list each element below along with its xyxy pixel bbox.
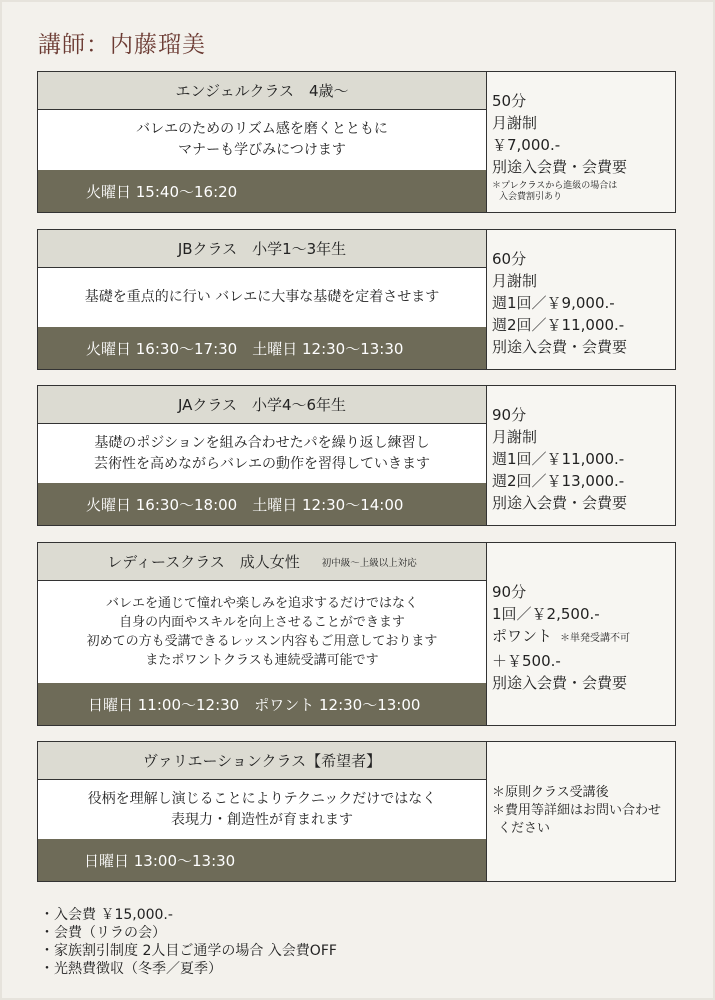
class-info: [486, 72, 675, 212]
discount-note: 入会費割引あり: [499, 192, 563, 202]
info-line: [492, 625, 675, 650]
info-line: 別途入会費・会費要: [492, 158, 628, 176]
footer-notes: [40, 906, 337, 978]
description-line: 表現力・創造性が育まれます: [171, 811, 353, 828]
class-name: JAクラス 小学4〜6年生: [177, 396, 347, 414]
info-line: ＊費用等詳細はお問い合わせ: [492, 803, 662, 818]
class-main: [38, 543, 486, 725]
footer-item: ・光熱費徴収（冬季／夏季）: [40, 961, 222, 977]
class-block-variation: [37, 741, 676, 882]
level-note: 初中級〜上級以上対応: [321, 557, 417, 569]
class-description: [38, 268, 486, 328]
class-block-ladies: [37, 542, 676, 726]
class-block-jb: [37, 229, 676, 370]
class-block-ja: [37, 385, 676, 526]
description-line: マナーも学びみにつけます: [178, 142, 346, 158]
class-header: [38, 230, 486, 268]
description-line: バレエを通じて憧れや楽しみを追求するだけではなく: [105, 596, 418, 611]
class-header: [38, 543, 486, 581]
class-main: [38, 386, 486, 525]
info-line: 週1回／￥11,000.-: [492, 450, 625, 468]
discount-note: ＊プレクラスから進級の場合は: [492, 181, 618, 191]
schedule-text: 火曜日 16:30〜18:00 土曜日 12:30〜14:00: [86, 495, 404, 514]
class-block-angel: [37, 71, 676, 213]
class-header: [38, 386, 486, 424]
description-line: またポワントクラスも連続受講可能です: [145, 653, 379, 668]
class-schedule: [38, 839, 532, 881]
class-main: [38, 230, 486, 369]
class-header: [38, 742, 486, 780]
class-description: [38, 780, 486, 840]
class-info: [486, 543, 675, 725]
pointe-label: ポワント: [492, 627, 553, 645]
info-line: 月謝制: [492, 114, 538, 132]
info-line: 90分: [492, 406, 527, 424]
info-line: ￥7,000.-: [492, 136, 561, 154]
info-line: 別途入会費・会費要: [492, 674, 628, 692]
description-line: 芸術性を高めながらバレエの動作を習得していきます: [94, 455, 430, 472]
class-info: [486, 230, 675, 369]
info-line: 別途入会費・会費要: [492, 494, 628, 512]
class-description: [38, 581, 486, 684]
description-line: 役柄を理解し演じることによりテクニックだけではなく: [87, 790, 437, 807]
info-line: 月謝制: [492, 428, 538, 446]
description-line: バレエのためのリズム感を磨くとともに: [136, 121, 388, 137]
class-name: レディースクラス 成人女性: [107, 553, 300, 571]
info-line: ＊原則クラス受講後: [492, 785, 609, 800]
footer-item: ・会費（リラの会）: [40, 925, 166, 941]
schedule-text: 日曜日 11:00〜12:30 ポワント 12:30〜13:00: [88, 695, 421, 714]
description-line: 初めての方も受講できるレッスン内容もご用意しております: [86, 634, 438, 649]
class-main: [38, 742, 486, 881]
class-header: [38, 72, 486, 110]
class-info: [486, 386, 675, 525]
info-line: 50分: [492, 92, 527, 110]
class-schedule: [38, 170, 534, 212]
footer-item: ・家族割引制度 2人目ご通学の場合 入会費OFF: [40, 943, 337, 959]
class-description: [38, 110, 486, 171]
info-line: ください: [498, 821, 551, 836]
class-schedule: [38, 327, 534, 369]
info-line: 月謝制: [492, 272, 538, 290]
info-line: 週2回／￥11,000.-: [492, 316, 625, 334]
info-line: 90分: [492, 583, 527, 601]
class-main: [38, 72, 486, 212]
info-line: 1回／￥2,500.-: [492, 605, 600, 623]
schedule-text: 火曜日 16:30〜17:30 土曜日 12:30〜13:30: [86, 339, 404, 358]
class-name: JBクラス 小学1〜3年生: [177, 240, 347, 258]
class-name: ヴァリエーションクラス【希望者】: [142, 752, 382, 770]
pointe-note: ＊単発受講不可: [560, 633, 631, 644]
schedule-text: 火曜日 15:40〜16:20: [86, 182, 238, 201]
info-line: 別途入会費・会費要: [492, 338, 628, 356]
class-name: エンジェルクラス 4歳〜: [175, 82, 349, 100]
info-line: 60分: [492, 250, 527, 268]
info-line: ＋￥500.-: [492, 652, 561, 670]
description-line: 基礎を重点的に行い バレエに大事な基礎を定着させます: [84, 289, 440, 305]
description-line: 基礎のポジションを組み合わせたパを繰り返し練習し: [94, 434, 430, 451]
class-info: [486, 742, 675, 881]
class-description: [38, 424, 486, 484]
schedule-text: 日曜日 13:00〜13:30: [84, 851, 236, 870]
class-schedule: [38, 483, 534, 525]
info-line: 週1回／￥9,000.-: [492, 294, 615, 312]
description-line: 自身の内面やスキルを向上させることができます: [119, 615, 405, 630]
info-line: 週2回／￥13,000.-: [492, 472, 625, 490]
footer-item: ・入会費 ￥15,000.-: [40, 907, 173, 923]
page-title: 講師：内藤瑠美: [38, 32, 206, 58]
class-schedule: [38, 683, 536, 725]
